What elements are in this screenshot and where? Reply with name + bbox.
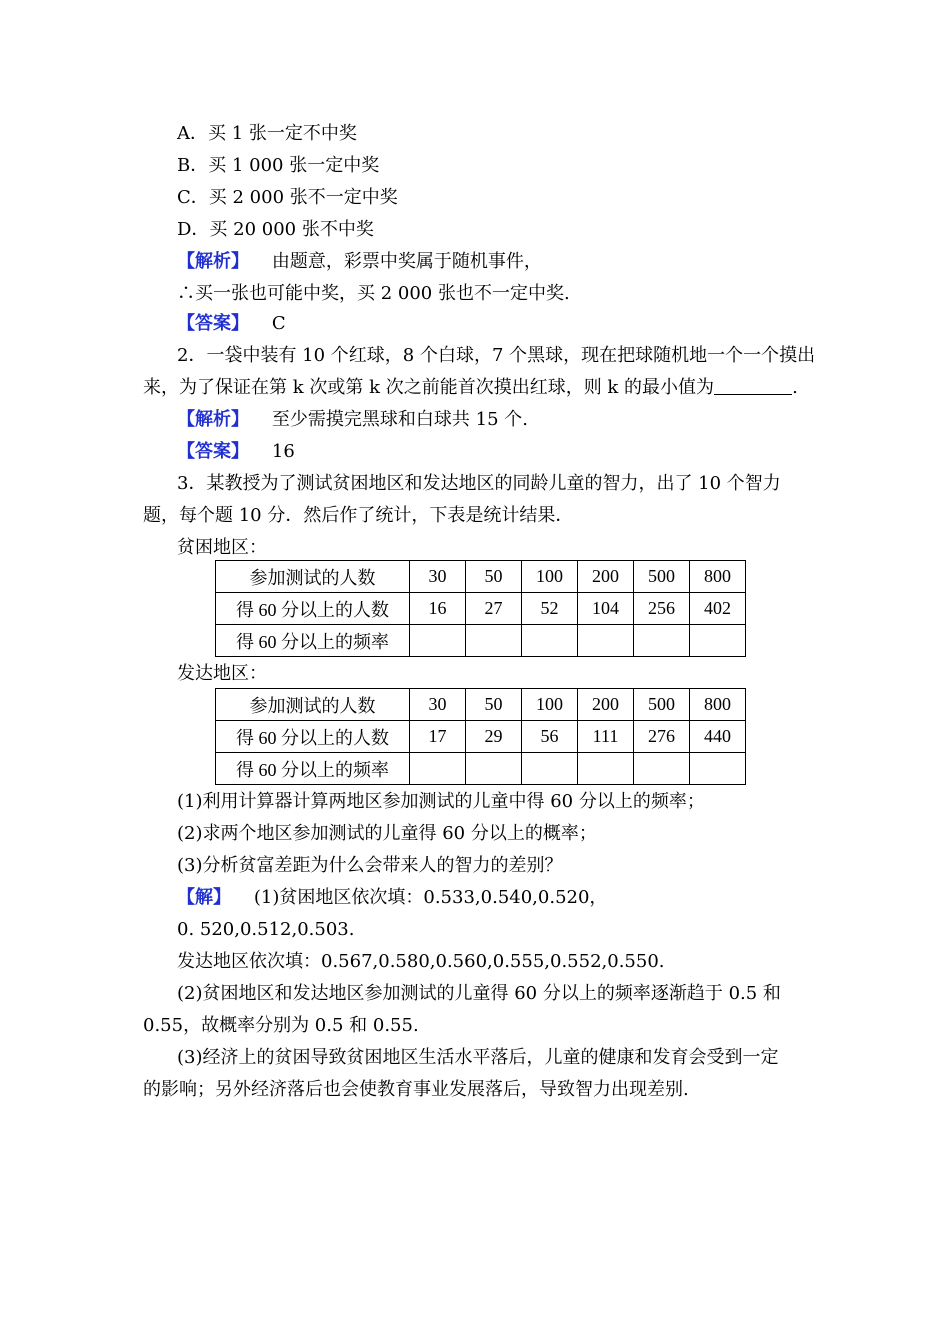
table-cell: 16 (410, 593, 466, 625)
empty-cell (410, 625, 466, 657)
table-cell: 256 (634, 593, 690, 625)
empty-cell (578, 625, 634, 657)
q1-analysis-line (177, 248, 542, 276)
row-label: 参加测试的人数 (216, 689, 410, 721)
table-cell: 30 (410, 561, 466, 593)
q3-solution3-line1: (3)经济上的贫困导致贫困地区生活水平落后，儿童的健康和发育会受到一定 (177, 1047, 779, 1068)
rich-region-label: 发达地区： (177, 663, 267, 684)
q2-stem-line2 (143, 374, 798, 402)
empty-cell (466, 753, 522, 785)
q3-stem-line1: 3．某教授为了测试贫困地区和发达地区的同龄儿童的智力，出了 10 个智力 (177, 473, 781, 494)
table-cell: 200 (578, 689, 634, 721)
table-cell: 52 (522, 593, 578, 625)
table-cell: 800 (690, 689, 746, 721)
table-cell: 100 (522, 689, 578, 721)
table-cell: 56 (522, 721, 578, 753)
q3-solution-rich: 发达地区依次填：0.567,0.580,0.560,0.555,0.552,0.550. (177, 951, 665, 972)
poor-region-label: 贫困地区： (177, 537, 267, 558)
q2-stem-end: . (792, 377, 798, 398)
empty-cell (690, 625, 746, 657)
table-cell: 100 (522, 561, 578, 593)
q2-analysis-text: 至少需摸完黑球和白球共 15 个. (271, 409, 528, 430)
q3-solution3-line2: 的影响；另外经济落后也会使教育事业发展落后，导致智力出现差别. (143, 1079, 689, 1100)
row-label: 得 60 分以上的频率 (216, 753, 410, 785)
table-row (216, 625, 746, 657)
q3-solution-text: (1)贫困地区依次填：0.533,0.540,0.520， (253, 887, 608, 908)
q3-solution2-line1: (2)贫困地区和发达地区参加测试的儿童得 60 分以上的频率逐渐趋于 0.5 和 (177, 983, 781, 1004)
table-cell: 17 (410, 721, 466, 753)
empty-cell (410, 753, 466, 785)
q2-answer-value: 16 (271, 441, 295, 462)
table-cell: 402 (690, 593, 746, 625)
table-cell: 800 (690, 561, 746, 593)
q2-stem-text: 来，为了保证在第 k 次或第 k 次之前能首次摸出红球，则 k 的最小值为 (143, 377, 715, 398)
empty-cell (690, 753, 746, 785)
q3-stem-line2: 题，每个题 10 分．然后作了统计，下表是统计结果． (143, 505, 574, 526)
analysis-tag: 【解析】 (177, 251, 249, 272)
empty-cell (522, 753, 578, 785)
q3-sub3: (3)分析贫富差距为什么会带来人的智力的差别？ (177, 855, 563, 876)
q2-answer-line (177, 438, 295, 466)
analysis-tag: 【解析】 (177, 409, 249, 430)
q3-solution-cont: 0. 520,0.512,0.503. (177, 919, 355, 940)
row-label: 得 60 分以上的频率 (216, 625, 410, 657)
option-d: D．买 20 000 张不中奖 (177, 219, 374, 240)
table-cell: 50 (466, 561, 522, 593)
answer-blank (714, 376, 792, 395)
q1-analysis-cont: ∴买一张也可能中奖，买 2 000 张也不一定中奖. (177, 283, 570, 304)
empty-cell (634, 625, 690, 657)
q3-solution2-line2: 0.55，故概率分别为 0.5 和 0.55. (143, 1015, 419, 1036)
q2-stem-line1: 2．一袋中装有 10 个红球，8 个白球，7 个黑球，现在把球随机地一个一个摸出 (177, 345, 816, 366)
table-cell: 276 (634, 721, 690, 753)
answer-tag: 【答案】 (177, 441, 249, 462)
table-cell: 29 (466, 721, 522, 753)
q3-sub2: (2)求两个地区参加测试的儿童得 60 分以上的概率； (177, 823, 597, 844)
table-cell: 50 (466, 689, 522, 721)
table-row (216, 689, 746, 721)
table-cell: 500 (634, 689, 690, 721)
table-cell: 200 (578, 561, 634, 593)
option-b: B．买 1 000 张一定中奖 (177, 155, 380, 176)
table-cell: 30 (410, 689, 466, 721)
table-cell: 500 (634, 561, 690, 593)
empty-cell (466, 625, 522, 657)
empty-cell (634, 753, 690, 785)
table-row (216, 753, 746, 785)
poor-region-table (215, 560, 746, 657)
answer-tag: 【答案】 (177, 313, 249, 334)
table-cell: 104 (578, 593, 634, 625)
empty-cell (578, 753, 634, 785)
q1-answer-value: C (271, 313, 286, 334)
row-label: 得 60 分以上的人数 (216, 593, 410, 625)
row-label: 得 60 分以上的人数 (216, 721, 410, 753)
option-c: C．买 2 000 张不一定中奖 (177, 187, 398, 208)
q2-analysis-line (177, 406, 528, 434)
q1-answer-line (177, 310, 286, 338)
q1-analysis-text: 由题意，彩票中奖属于随机事件， (271, 251, 542, 272)
table-cell: 440 (690, 721, 746, 753)
solution-tag: 【解】 (177, 887, 231, 908)
q3-solution-line (177, 884, 607, 912)
option-a: A．买 1 张一定不中奖 (177, 123, 357, 144)
table-row (216, 721, 746, 753)
empty-cell (522, 625, 578, 657)
row-label: 参加测试的人数 (216, 561, 410, 593)
table-row (216, 593, 746, 625)
q3-sub1: (1)利用计算器计算两地区参加测试的儿童中得 60 分以上的频率； (177, 791, 705, 812)
table-cell: 27 (466, 593, 522, 625)
table-row (216, 561, 746, 593)
rich-region-table (215, 688, 746, 785)
table-cell: 111 (578, 721, 634, 753)
